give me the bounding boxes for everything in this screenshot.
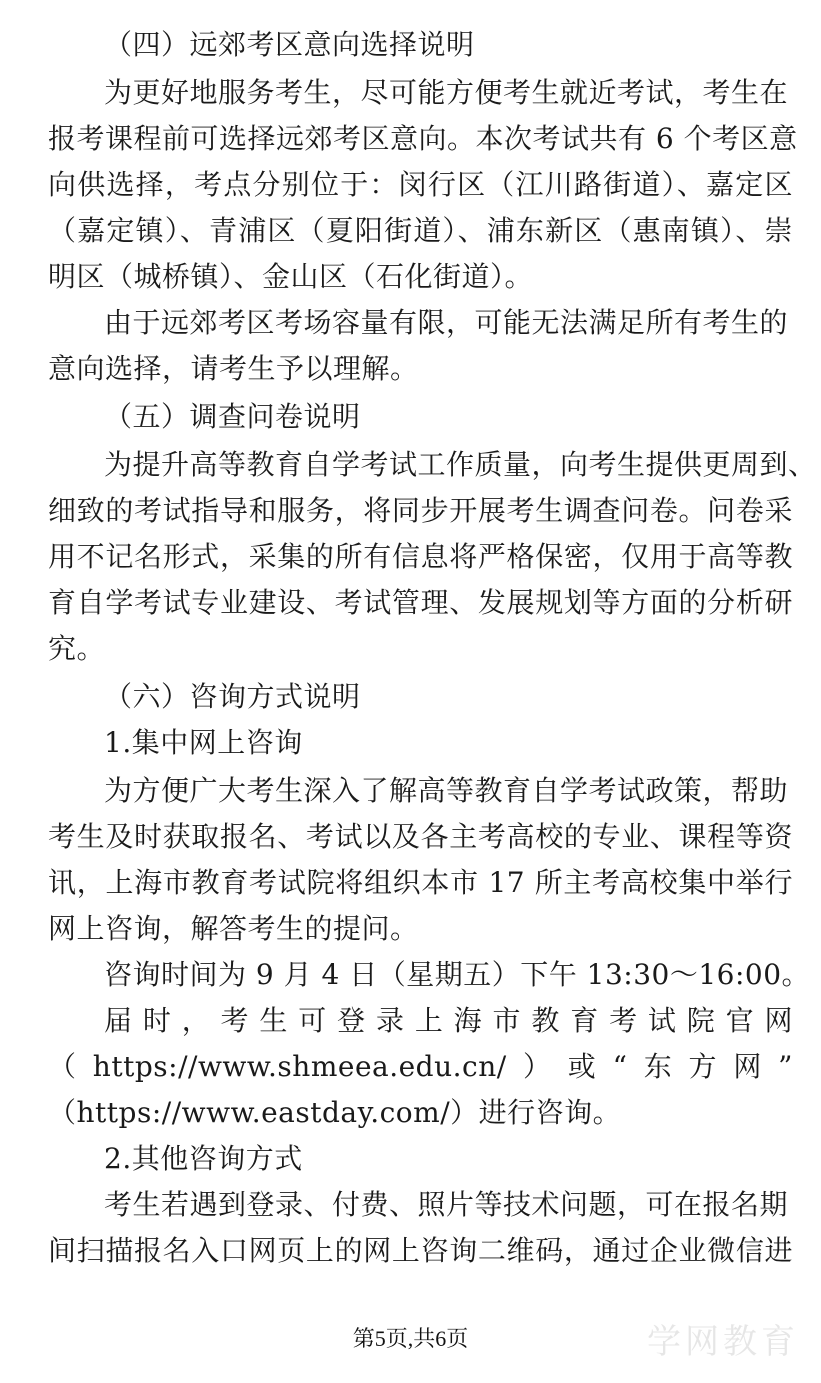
- paragraph-line: 为更好地服务考生，尽可能方便考生就近考试，考生在: [104, 76, 789, 109]
- paragraph-line: 为提升高等教育自学考试工作质量，向考生提供更周到、: [104, 448, 817, 481]
- paragraph-line: 考生若遇到登录、付费、照片等技术问题，可在报名期: [104, 1188, 789, 1221]
- paragraph-line: 明区（城桥镇）、金山区（石化街道）。: [48, 260, 534, 293]
- paragraph-line: 网上咨询，解答考生的提问。: [48, 912, 419, 945]
- section-heading-6: （六）咨询方式说明: [104, 680, 361, 713]
- watermark-logo: 学网教育: [647, 1322, 799, 1362]
- paragraph-line: 向供选择，考点分别位于：闵行区（江川路街道）、嘉定区: [48, 168, 793, 201]
- subsection-heading-1: 1.集中网上咨询: [104, 726, 303, 759]
- paragraph-line: 咨询时间为 9 月 4 日（星期五）下午 13:30～16:00。: [104, 958, 811, 991]
- paragraph-line: （https://www.shmeea.edu.cn/）或“东方网”: [48, 1050, 793, 1083]
- section-heading-4: （四）远郊考区意向选择说明: [104, 28, 475, 61]
- paragraph-line: 究。: [48, 632, 106, 665]
- page-number: 第5页,共6页: [352, 1326, 469, 1351]
- paragraph-line: 细致的考试指导和服务，将同步开展考生调查问卷。问卷采: [48, 494, 793, 527]
- paragraph-line: 届时，考生可登录上海市教育考试院官网: [104, 1004, 793, 1037]
- subsection-heading-2: 2.其他咨询方式: [104, 1142, 303, 1175]
- paragraph-line: 间扫描报名入口网页上的网上咨询二维码，通过企业微信进: [48, 1234, 793, 1267]
- paragraph-line: 意向选择，请考生予以理解。: [48, 352, 419, 385]
- paragraph-line: 用不记名形式，采集的所有信息将严格保密，仅用于高等教: [48, 540, 793, 573]
- paragraph-line: 报考课程前可选择远郊考区意向。本次考试共有 6 个考区意: [48, 122, 798, 155]
- section-heading-5: （五）调查问卷说明: [104, 400, 361, 433]
- paragraph-line: 为方便广大考生深入了解高等教育自学考试政策，帮助: [104, 774, 789, 807]
- paragraph-line: （嘉定镇）、青浦区（夏阳街道）、浦东新区（惠南镇）、崇: [48, 214, 793, 247]
- paragraph-line: 育自学考试专业建设、考试管理、发展规划等方面的分析研: [48, 586, 793, 619]
- paragraph-line: （https://www.eastday.com/）进行咨询。: [48, 1096, 622, 1129]
- paragraph-line: 考生及时获取报名、考试以及各主考高校的专业、课程等资: [48, 820, 793, 853]
- paragraph-line: 讯，上海市教育考试院将组织本市 17 所主考高校集中举行: [48, 866, 793, 899]
- paragraph-line: 由于远郊考区考场容量有限，可能无法满足所有考生的: [104, 306, 789, 339]
